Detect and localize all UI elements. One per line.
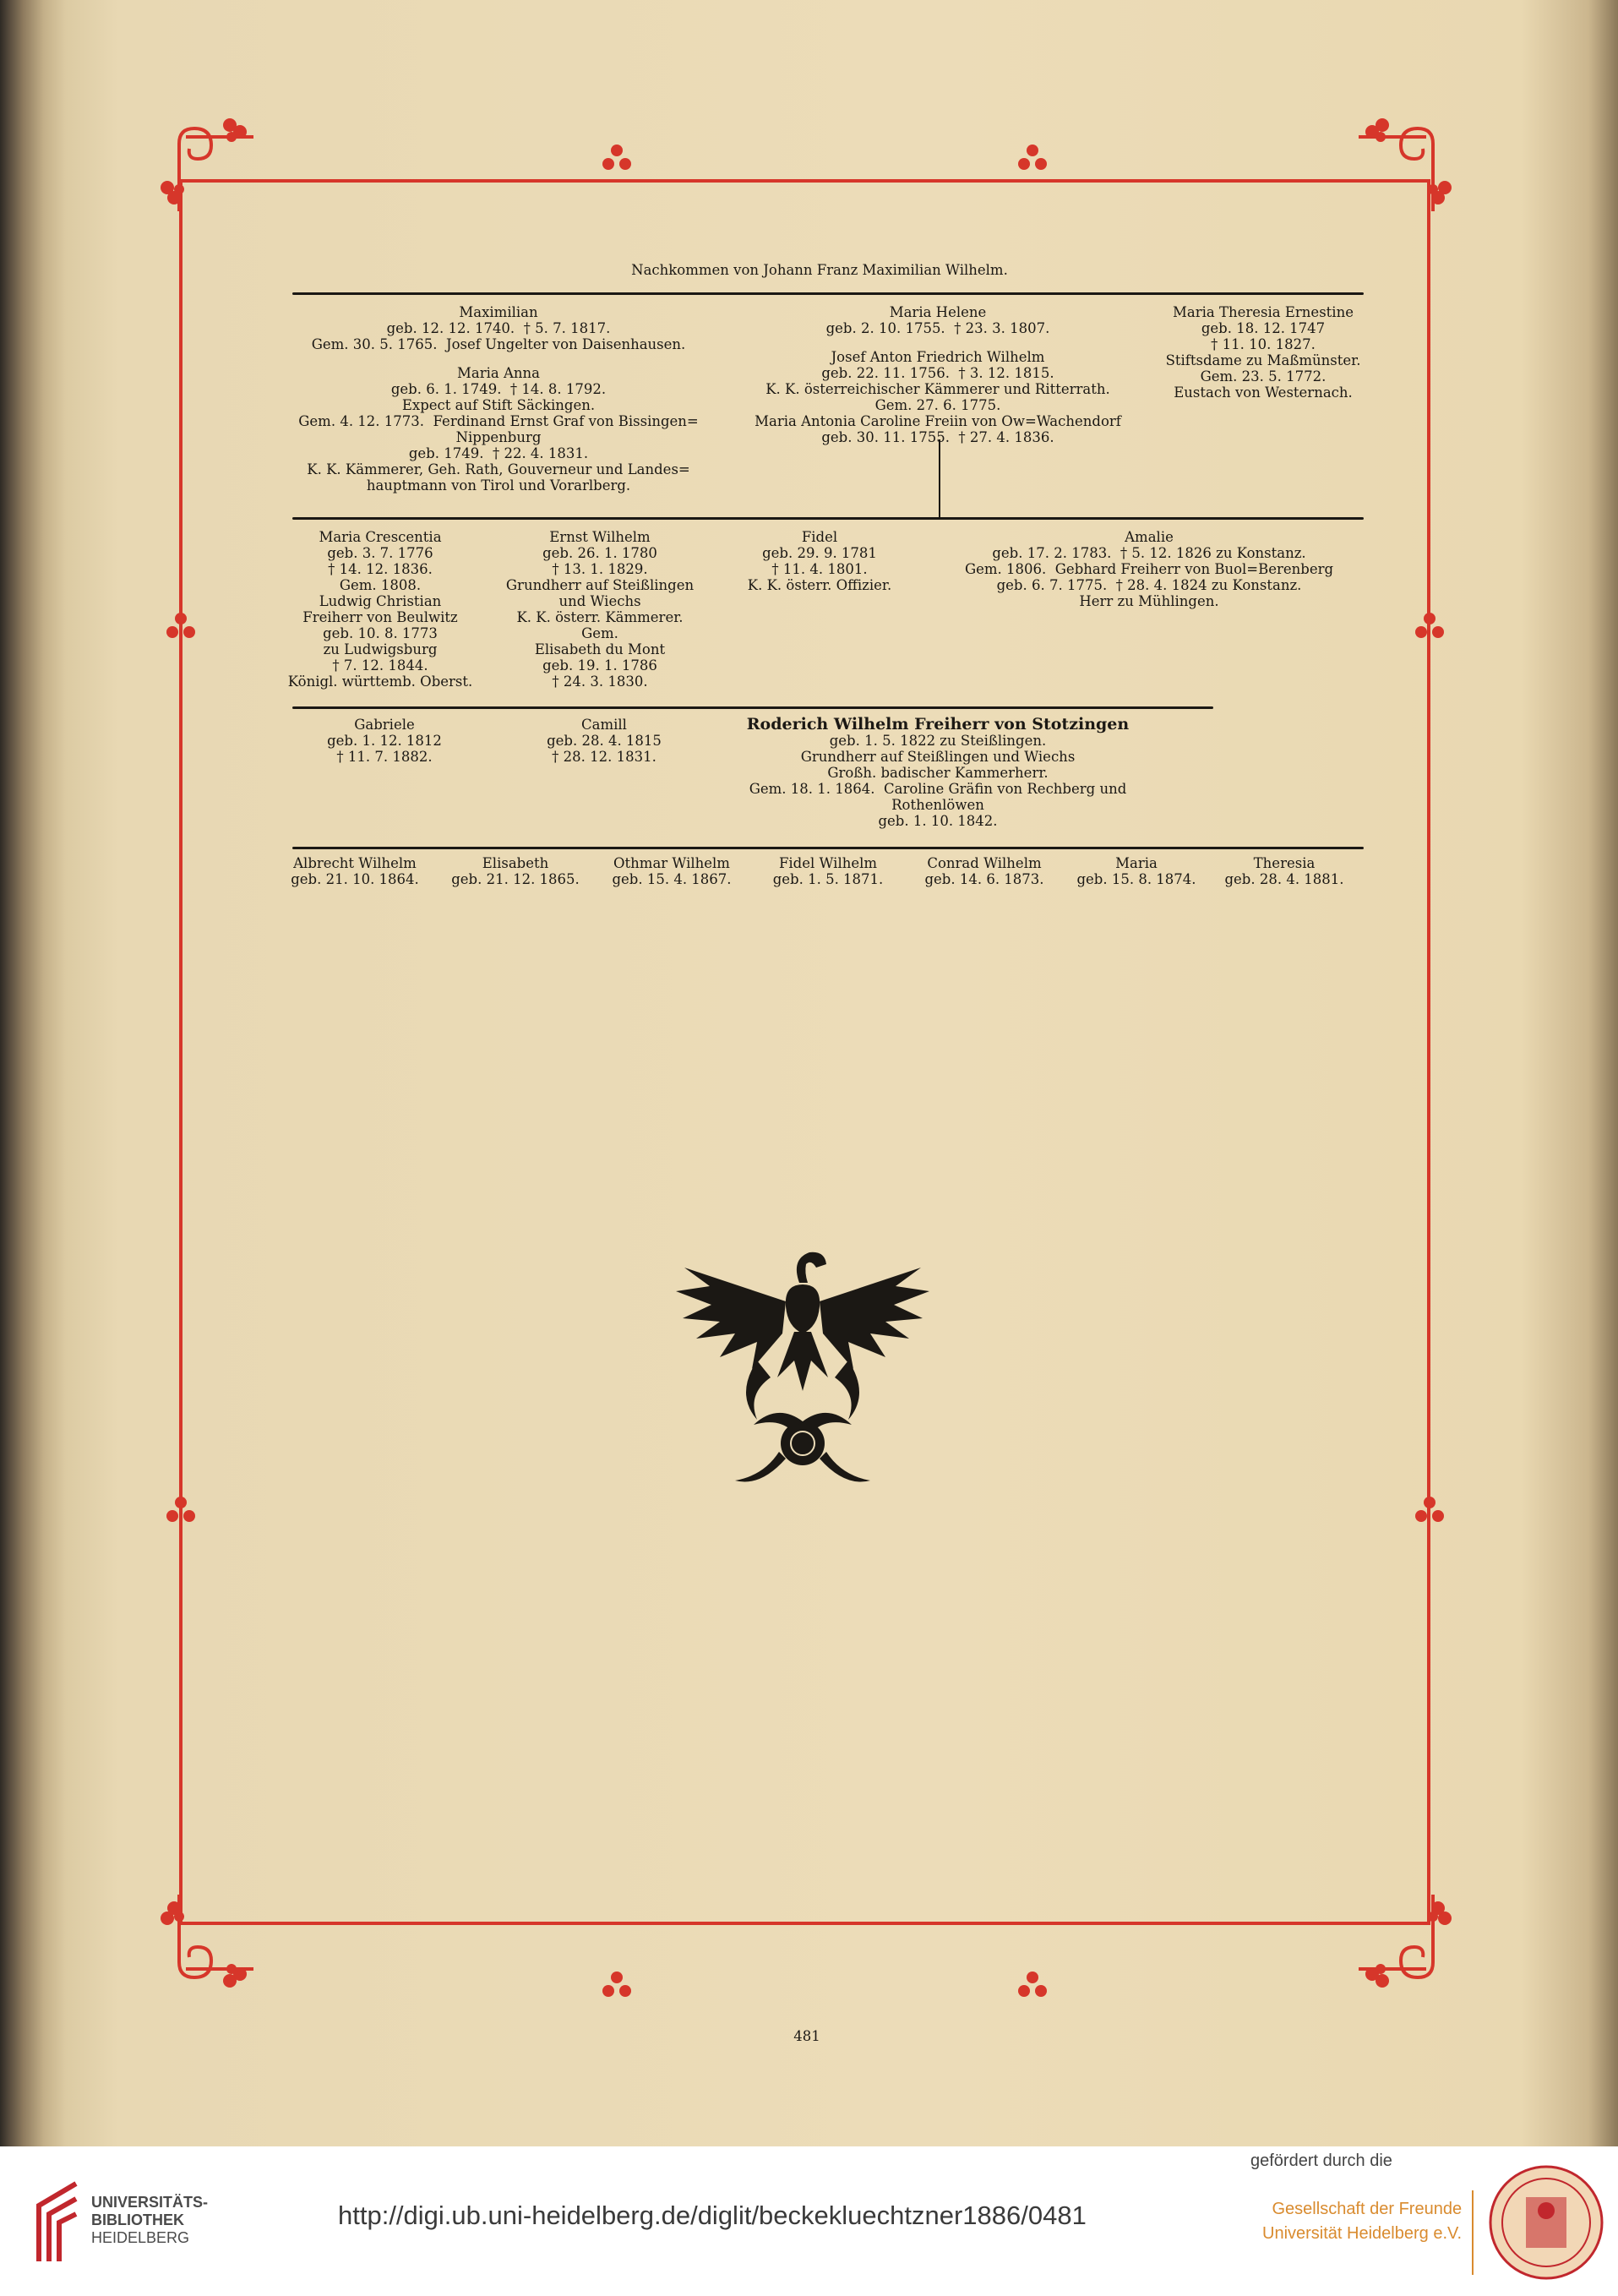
gen4-entry-conrad-wilhelm xyxy=(908,855,1060,887)
entry-line: geb. 18. 12. 1747 xyxy=(1201,320,1326,336)
trefoil-ornament-icon xyxy=(1016,1969,1049,2003)
entry-line: geb. 1749. † 22. 4. 1831. xyxy=(408,445,589,461)
entry-line: Othmar Wilhelm xyxy=(613,855,730,871)
entry-line: † 11. 7. 1882. xyxy=(336,749,433,765)
entry-line: Großh. badischer Kammerherr. xyxy=(827,765,1049,781)
entry-line: Maximilian xyxy=(459,304,538,320)
entry-line: geb. 15. 4. 1867. xyxy=(612,871,732,887)
entry-line: geb. 6. 7. 1775. † 28. 4. 1824 zu Konstanz. xyxy=(996,577,1302,593)
entry-line: Gabriele xyxy=(354,717,415,733)
trefoil-ornament-icon xyxy=(600,142,634,176)
entry-line: hauptmann von Tirol und Vorarlberg. xyxy=(366,477,631,494)
university-seal-icon xyxy=(1487,2163,1605,2282)
entry-line: geb. 1. 10. 1842. xyxy=(878,813,998,829)
entry-line: geb. 26. 1. 1780 xyxy=(542,545,657,561)
gen4-entry-fidel-wilhelm xyxy=(752,855,904,887)
entry-line: Roderich Wilhelm Freiherr von Stotzingen xyxy=(746,715,1130,734)
library-name-line2: BIBLIOTHEK xyxy=(91,2211,184,2228)
trefoil-ornament-icon xyxy=(164,610,198,644)
heraldic-eagle-icon xyxy=(676,1234,929,1504)
entry-line: geb. 29. 9. 1781 xyxy=(762,545,877,561)
library-name-line3: HEIDELBERG xyxy=(91,2229,190,2246)
sponsor-label: gefördert durch die xyxy=(1250,2151,1392,2170)
entry-line: Gem. 4. 12. 1773. Ferdinand Ernst Graf von Bissingen= xyxy=(298,413,699,429)
entry-line: Maria Crescentia xyxy=(319,529,442,545)
gen2-entry-fidel xyxy=(722,529,917,593)
page-title: Nachkommen von Johann Franz Maximilian Wilhelm. xyxy=(631,262,1008,278)
gen3-entry-camill xyxy=(498,717,710,765)
entry-line: geb. 12. 12. 1740. † 5. 7. 1817. xyxy=(386,320,611,336)
lineage-connector xyxy=(939,439,940,517)
corner-flourish-icon xyxy=(1350,110,1460,220)
entry-line: geb. 2. 10. 1755. † 23. 3. 1807. xyxy=(825,320,1050,336)
entry-line: geb. 19. 1. 1786 xyxy=(542,657,657,674)
entry-line: Grundherr auf Steißlingen xyxy=(505,577,695,593)
trefoil-ornament-icon xyxy=(1016,142,1049,176)
entry-line: † 24. 3. 1830. xyxy=(552,674,648,690)
entry-line: Josef Anton Friedrich Wilhelm xyxy=(831,349,1045,365)
entry-line: † 13. 1. 1829. xyxy=(552,561,648,577)
entry-line: Albrecht Wilhelm xyxy=(293,855,417,871)
entry-line: Königl. württemb. Oberst. xyxy=(287,674,473,690)
entry-line: und Wiechs xyxy=(558,593,641,609)
permalink-url[interactable]: http://digi.ub.uni-heidelberg.de/diglit/beckekluechtzner1886/0481 xyxy=(338,2201,1087,2230)
entry-line: Gem. 27. 6. 1775. xyxy=(874,397,1001,413)
entry-line: Maria Helene xyxy=(889,304,987,320)
entry-line: † 28. 12. 1831. xyxy=(552,749,656,765)
sponsor-name-line2: Universität Heidelberg e.V. xyxy=(1262,2224,1463,2243)
entry-line: geb. 28. 4. 1881. xyxy=(1224,871,1344,887)
entry-line: Herr zu Mühlingen. xyxy=(1079,593,1219,609)
entry-line: geb. 3. 7. 1776 xyxy=(327,545,433,561)
entry-line: geb. 1. 5. 1822 zu Steißlingen. xyxy=(829,733,1047,749)
entry-line: Gem. 1806. Gebhard Freiherr von Buol=Berenberg xyxy=(964,561,1334,577)
entry-line: geb. 28. 4. 1815 xyxy=(547,733,662,749)
entry-line: Theresia xyxy=(1253,855,1316,871)
entry-line: Camill xyxy=(581,717,627,733)
entry-line xyxy=(735,336,1141,349)
entry-line: geb. 30. 11. 1755. † 27. 4. 1836. xyxy=(821,429,1054,445)
gen3-entry-roderich xyxy=(718,717,1158,829)
entry-line: † 11. 4. 1801. xyxy=(771,561,868,577)
entry-line xyxy=(279,352,718,365)
entry-line: Maria Anna xyxy=(457,365,540,381)
generation-2-rule xyxy=(292,517,1364,520)
gen1-entry-maximilian-maria-anna xyxy=(279,304,718,494)
trefoil-ornament-icon xyxy=(1413,1494,1446,1528)
entry-line: Fidel Wilhelm xyxy=(778,855,878,871)
gen3-entry-gabriele xyxy=(279,717,490,765)
entry-line: Fidel xyxy=(801,529,838,545)
generation-4-rule xyxy=(292,847,1364,849)
library-logo-icon xyxy=(34,2180,81,2265)
entry-line: Conrad Wilhelm xyxy=(927,855,1042,871)
entry-line: Gem. 23. 5. 1772. xyxy=(1200,368,1327,384)
entry-line: geb. 17. 2. 1783. † 5. 12. 1826 zu Konstanz. xyxy=(992,545,1306,561)
entry-line: Gem. 30. 5. 1765. Josef Ungelter von Daisenhausen. xyxy=(311,336,686,352)
entry-line: K. K. österr. Offizier. xyxy=(747,577,892,593)
entry-line: Stiftsdame zu Maßmünster. xyxy=(1165,352,1361,368)
entry-line: Rothenlöwen xyxy=(891,797,984,813)
entry-line: K. K. österreichischer Kämmerer und Ritterrath. xyxy=(765,381,1110,397)
entry-line: Ludwig Christian xyxy=(319,593,442,609)
entry-line: Ernst Wilhelm xyxy=(549,529,651,545)
gen1-entry-maria-theresia xyxy=(1158,304,1369,401)
trefoil-ornament-icon xyxy=(600,1969,634,2003)
entry-line: geb. 21. 10. 1864. xyxy=(291,871,419,887)
gen2-entry-maria-crescentia xyxy=(279,529,482,690)
entry-line: geb. 22. 11. 1756. † 3. 12. 1815. xyxy=(821,365,1054,381)
entry-line: Gem. 18. 1. 1864. Caroline Gräfin von Rechberg und xyxy=(749,781,1127,797)
gen4-entry-maria xyxy=(1065,855,1208,887)
library-name xyxy=(91,2194,208,2247)
entry-line: Freiherr von Beulwitz xyxy=(302,609,458,625)
generation-3-rule xyxy=(292,706,1213,709)
entry-line: Gem. xyxy=(581,625,618,641)
entry-line: Nippenburg xyxy=(455,429,542,445)
entry-line: geb. 6. 1. 1749. † 14. 8. 1792. xyxy=(390,381,607,397)
entry-line: geb. 15. 8. 1874. xyxy=(1076,871,1196,887)
gen4-entry-albrecht-wilhelm xyxy=(279,855,431,887)
gen4-entry-elisabeth xyxy=(439,855,591,887)
entry-line: zu Ludwigsburg xyxy=(323,641,438,657)
entry-line: † 7. 12. 1844. xyxy=(332,657,428,674)
entry-line: Elisabeth du Mont xyxy=(534,641,666,657)
entry-line: Grundherr auf Steißlingen und Wiechs xyxy=(800,749,1076,765)
sponsor-divider xyxy=(1472,2190,1474,2275)
entry-line: Gem. 1808. xyxy=(339,577,422,593)
footer-bar xyxy=(0,2146,1618,2296)
entry-line: Maria Antonia Caroline Freiin von Ow=Wachendorf xyxy=(755,413,1121,429)
gen1-entry-maria-helene-josef-anton xyxy=(735,304,1141,445)
library-name-line1: UNIVERSITÄTS- xyxy=(91,2194,209,2211)
entry-line: geb. 1. 12. 1812 xyxy=(327,733,442,749)
gen4-entry-othmar-wilhelm xyxy=(596,855,748,887)
entry-line: Eustach von Westernach. xyxy=(1174,384,1353,401)
trefoil-ornament-icon xyxy=(1413,610,1446,644)
page-number: 481 xyxy=(793,2028,820,2044)
entry-line: geb. 10. 8. 1773 xyxy=(323,625,438,641)
entry-line: K. K. Kämmerer, Geh. Rath, Gouverneur und Landes= xyxy=(307,461,690,477)
entry-line: Elisabeth xyxy=(482,855,549,871)
entry-line: Maria xyxy=(1115,855,1158,871)
entry-line: geb. 21. 12. 1865. xyxy=(451,871,580,887)
gen2-entry-amalie xyxy=(946,529,1352,609)
corner-flourish-icon xyxy=(152,1886,262,1996)
entry-line: Expect auf Stift Säckingen. xyxy=(401,397,596,413)
entry-line: K. K. österr. Kämmerer. xyxy=(516,609,684,625)
generation-1-rule xyxy=(292,292,1364,295)
entry-line: geb. 14. 6. 1873. xyxy=(924,871,1044,887)
gen4-entry-theresia xyxy=(1212,855,1356,887)
sponsor-name-line1: Gesellschaft der Freunde xyxy=(1272,2200,1463,2218)
entry-line: † 11. 10. 1827. xyxy=(1211,336,1316,352)
sponsor-name[interactable] xyxy=(1262,2197,1462,2246)
entry-line: † 14. 12. 1836. xyxy=(328,561,433,577)
entry-line: Maria Theresia Ernestine xyxy=(1173,304,1354,320)
corner-flourish-icon xyxy=(152,110,262,220)
gen2-entry-ernst-wilhelm xyxy=(494,529,705,690)
entry-line: Amalie xyxy=(1125,529,1174,545)
trefoil-ornament-icon xyxy=(164,1494,198,1528)
entry-line: geb. 1. 5. 1871. xyxy=(772,871,884,887)
corner-flourish-icon xyxy=(1350,1886,1460,1996)
